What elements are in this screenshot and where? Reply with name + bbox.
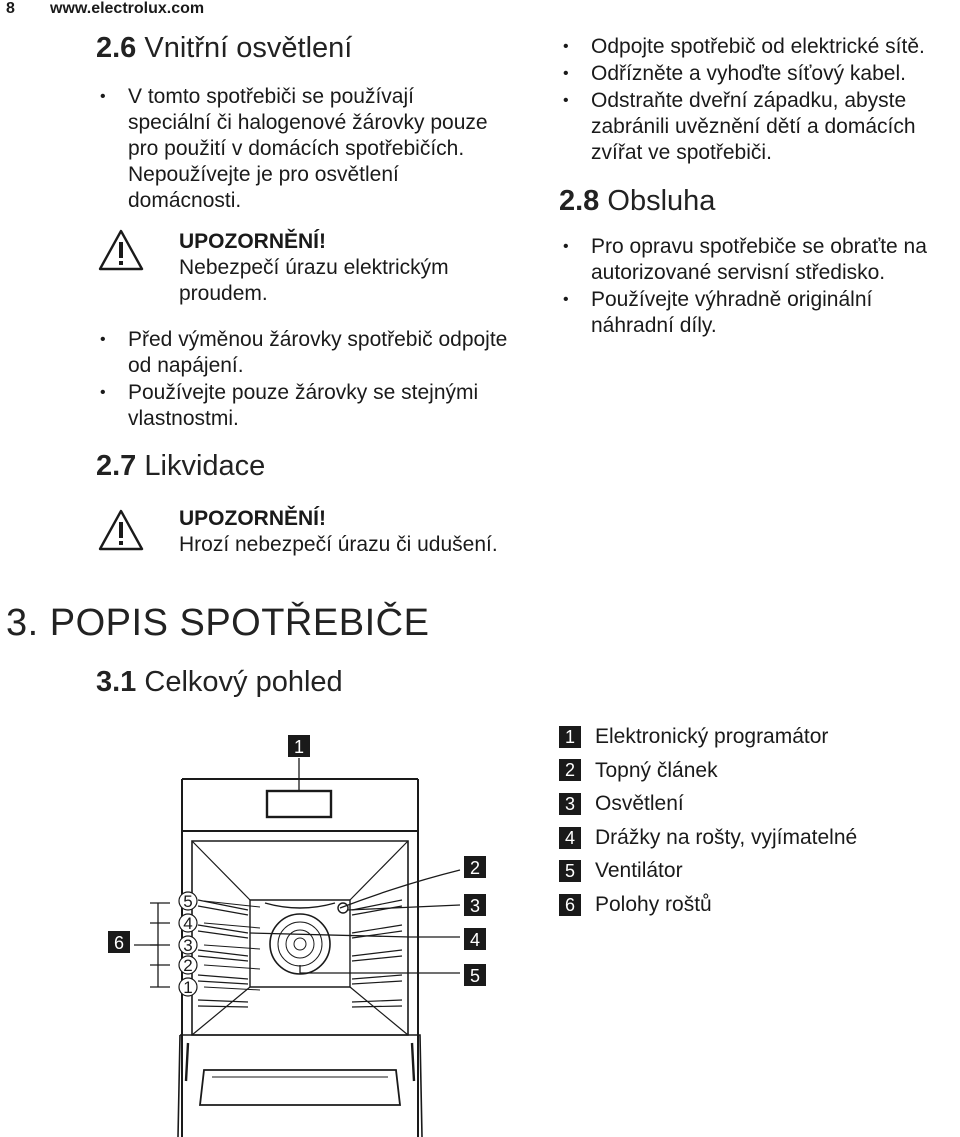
warning-title: UPOZORNĚNÍ!: [179, 507, 326, 530]
callout-number: 1: [293, 737, 305, 757]
legend-row: [559, 854, 857, 888]
section-2-7-bullets: [559, 34, 954, 167]
door-window: [200, 1070, 400, 1105]
legend-label: Polohy roštů: [595, 892, 712, 916]
warning-box-2-6: [179, 229, 509, 307]
shelf-position-2: 2: [183, 956, 193, 975]
section-2-8-heading: [559, 185, 715, 218]
legend-number: 3: [559, 793, 581, 815]
lamp: [338, 903, 348, 913]
legend-label: Elektronický programátor: [595, 725, 829, 748]
legend-label: Osvětlení: [595, 792, 684, 816]
oven-door: [178, 1035, 422, 1137]
section-title: Celkový pohled: [144, 666, 343, 698]
list-item: • Používejte výhradně originální náhradní díly.: [559, 287, 959, 339]
list-item: • Odřízněte a vyhoďte síťový kabel.: [559, 61, 954, 87]
section-2-6-bullets-bottom: [96, 327, 536, 433]
shelf-position-4: 4: [183, 914, 193, 933]
callout-2: [464, 856, 486, 878]
list-item: • V tomto spotřebiči se používají speciální či halogenové žárovky pouze pro použití v domácích spotřebičích. Nepoužívejte je pro osvětlení domácnosti.: [96, 84, 496, 214]
right-shelf-rails: [352, 900, 402, 1007]
section-number: 3.1: [96, 666, 137, 698]
list-item: • Používejte pouze žárovky se stejnými vlastnostmi.: [96, 380, 536, 432]
list-item: • Před výměnou žárovky spotřebič odpojte od napájení.: [96, 327, 536, 379]
callout-5: [464, 964, 486, 986]
oven-diagram: [100, 725, 500, 1137]
list-item: • Odpojte spotřebič od elektrické sítě.: [559, 34, 954, 60]
legend-row: [559, 888, 857, 922]
callout-number: 6: [113, 933, 125, 953]
legend-number: 6: [559, 894, 581, 916]
callout-number: 2: [469, 858, 481, 878]
heating-element: [265, 903, 335, 908]
chapter-title: POPIS SPOTŘEBIČE: [49, 602, 430, 644]
legend-label: Drážky na rošty, vyjímatelné: [595, 825, 858, 849]
legend-number: 5: [559, 860, 581, 882]
website-url[interactable]: www.electrolux.com: [50, 0, 205, 17]
section-2-8-bullets: [559, 234, 959, 340]
callout-4: [464, 928, 486, 950]
legend-label: Topný článek: [595, 758, 718, 782]
legend-row: [559, 821, 857, 855]
section-title: Obsluha: [607, 185, 716, 217]
legend-label: Ventilátor: [595, 859, 683, 883]
callout-number: 5: [469, 966, 481, 986]
legend-number: 2: [559, 759, 581, 781]
warning-box-2-7: [179, 506, 509, 558]
warning-title: UPOZORNĚNÍ!: [179, 230, 326, 253]
warning-triangle-icon: [98, 508, 144, 552]
section-title: Vnitřní osvětlení: [144, 32, 353, 64]
shelf-position-1: 1: [183, 978, 193, 997]
callout-number: 4: [469, 930, 481, 950]
section-2-6-heading: [96, 32, 352, 65]
section-2-6-bullets-top: [96, 84, 496, 215]
left-shelf-rails: [198, 900, 248, 1007]
shelf-position-5: 5: [183, 892, 193, 911]
warning-text: Nebezpečí úrazu elektrickým proudem.: [179, 256, 449, 305]
section-title: Likvidace: [144, 450, 266, 482]
section-3-1-heading: [96, 666, 343, 699]
warning-text: Hrozí nebezpečí úrazu či udušení.: [179, 533, 498, 556]
callout-6: [108, 931, 130, 953]
warning-triangle-icon: [98, 228, 144, 272]
legend-row: [559, 754, 857, 788]
callout-1: [288, 735, 310, 757]
page-number: 8: [6, 0, 15, 17]
legend-row: [559, 787, 857, 821]
shelf-position-3: 3: [183, 936, 193, 955]
section-number: 2.6: [96, 32, 137, 64]
legend-row: [559, 720, 857, 754]
callout-3: [464, 894, 486, 916]
list-item: • Pro opravu spotřebiče se obraťte na autorizované servisní středisko.: [559, 234, 959, 286]
section-number: 2.7: [96, 450, 137, 482]
chapter-3-heading: [6, 602, 429, 645]
list-item: • Odstraňte dveřní západku, abyste zabránili uvěznění dětí a domácích zvířat ve spotřebiči.: [559, 88, 954, 166]
door-hinges: [186, 1043, 414, 1081]
programmer-display: [267, 791, 331, 817]
section-number: 2.8: [559, 185, 600, 217]
chapter-number: 3.: [6, 602, 39, 644]
legend-number: 4: [559, 827, 581, 849]
diagram-legend: [559, 720, 857, 922]
section-2-7-heading: [96, 450, 265, 483]
legend-number: 1: [559, 726, 581, 748]
callout-number: 3: [469, 896, 481, 916]
page-header: [6, 0, 204, 18]
